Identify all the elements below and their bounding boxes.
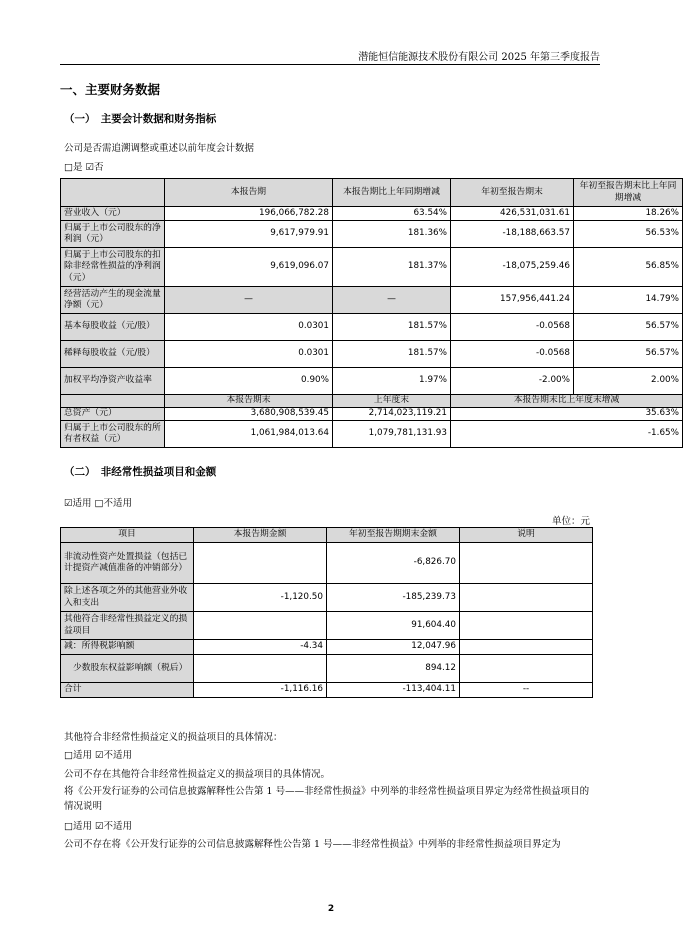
report-header-title: 潜能恒信能源技术股份有限公司 2025 年第三季度报告 (358, 52, 600, 63)
table-cell: -- (460, 683, 593, 698)
table-cell (460, 543, 593, 584)
subsection-title-nonrecurring: （二） 非经常性损益项目和金额 (64, 466, 217, 478)
table-row (61, 683, 593, 698)
table-row (61, 314, 683, 341)
table-cell: — (165, 287, 333, 314)
table-cell: 1,079,781,131.93 (333, 421, 451, 448)
table-cell: 12,047.96 (327, 640, 460, 655)
table-cell: 63.54% (333, 207, 451, 221)
table-cell: -18,075,259.46 (451, 248, 574, 287)
table-header-row (61, 179, 683, 207)
header-divider (60, 64, 600, 65)
row-label: 基本每股收益（元/股） (61, 314, 165, 341)
table-cell (194, 543, 327, 584)
table-cell (194, 612, 327, 640)
table-row (61, 368, 683, 395)
table-header-cell: 本报告期末 (165, 395, 333, 408)
note-reclassification: 将《公开发行证券的公司信息披露解释性公告第 1 号——非经常性损益》中列举的非经常性损益项目界定为经常性损益项目的情况说明 (64, 786, 590, 812)
table-header-row (61, 528, 593, 543)
table-row (61, 584, 593, 612)
note-other-items: 其他符合非经常性损益定义的损益项目的具体情况： (64, 732, 283, 743)
row-label: 除上述各项之外的其他营业外收入和支出 (61, 584, 194, 612)
table-header-cell: 项目 (61, 528, 194, 543)
table-row (61, 543, 593, 584)
table-cell: 2,714,023,119.21 (333, 408, 451, 421)
row-label: 加权平均净资产收益率 (61, 368, 165, 395)
table-header-cell: 说明 (460, 528, 593, 543)
table-cell: 196,066,782.28 (165, 207, 333, 221)
nonrecurring-table (60, 527, 593, 698)
table-cell: -2.00% (451, 368, 574, 395)
table-header-cell (61, 179, 165, 207)
table-cell: 0.0301 (165, 341, 333, 368)
table-cell: 1.97% (333, 368, 451, 395)
table-cell: 56.57% (574, 341, 683, 368)
unit-label: 单位：元 (551, 516, 590, 527)
table-cell: -6,826.70 (327, 543, 460, 584)
table-cell: 56.57% (574, 314, 683, 341)
row-label: 减：所得税影响额 (61, 640, 194, 655)
row-label: 其他符合非经常性损益定义的损益项目 (61, 612, 194, 640)
table-row (61, 640, 593, 655)
table-row (61, 421, 683, 448)
row-label: 总资产（元） (61, 408, 165, 421)
table-cell (194, 655, 327, 683)
note-no-reclassification: 公司不存在将《公开发行证券的公司信息披露解释性公告第 1 号——非经常性损益》中列举的非经常性损益项目界定为 (64, 839, 561, 850)
table-cell: 9,617,979.91 (165, 221, 333, 248)
table-cell (460, 640, 593, 655)
table-cell: -1.65% (451, 421, 683, 448)
table-header-cell: 年初至报告期末 (451, 179, 574, 207)
subsection-title-key-indicators: （一） 主要会计数据和财务指标 (64, 113, 217, 125)
table-row (61, 221, 683, 248)
row-label: 合计 (61, 683, 194, 698)
table-row (61, 248, 683, 287)
table-cell: 35.63% (451, 408, 683, 421)
table-header-cell: 本报告期比上年同期增减 (333, 179, 451, 207)
table-cell: -1,116.16 (194, 683, 327, 698)
table-header-cell: 年初至报告期期末金额 (327, 528, 460, 543)
table-header-cell (61, 395, 165, 408)
table-cell: 1,061,984,013.64 (165, 421, 333, 448)
table-header-cell: 上年度末 (333, 395, 451, 408)
row-label: 归属于上市公司股东的净利润（元） (61, 221, 165, 248)
table-cell: 91,604.40 (327, 612, 460, 640)
table-cell: 181.37% (333, 248, 451, 287)
row-label: 归属于上市公司股东的扣除非经常性损益的净利润（元） (61, 248, 165, 287)
row-label: 稀释每股收益（元/股） (61, 341, 165, 368)
restate-question: 公司是否需追溯调整或重述以前年度会计数据 (64, 143, 255, 154)
table-header-cell: 年初至报告期末比上年同期增减 (574, 179, 683, 207)
row-label: 经营活动产生的现金流量净额（元） (61, 287, 165, 314)
table-cell: 157,956,441.24 (451, 287, 574, 314)
table-cell: 56.85% (574, 248, 683, 287)
table-cell: 181.57% (333, 341, 451, 368)
table-cell: -1,120.50 (194, 584, 327, 612)
row-label: 少数股东权益影响额（税后） (61, 655, 194, 683)
table-cell: -4.34 (194, 640, 327, 655)
section-title-financial-data: 一、主要财务数据 (60, 82, 161, 97)
table-cell (460, 584, 593, 612)
key-financial-table (60, 178, 683, 448)
table-cell: 56.53% (574, 221, 683, 248)
table-header-cell: 本报告期 (165, 179, 333, 207)
table-cell: 14.79% (574, 287, 683, 314)
table-cell: 2.00% (574, 368, 683, 395)
table-row (61, 408, 683, 421)
table-cell: 9,619,096.07 (165, 248, 333, 287)
row-label: 归属于上市公司股东的所有者权益（元） (61, 421, 165, 448)
note-no-other-items: 公司不存在其他符合非经常性损益定义的损益项目的具体情况。 (64, 769, 331, 780)
table-row (61, 341, 683, 368)
row-label: 营业收入（元） (61, 207, 165, 221)
table-row (61, 655, 593, 683)
page-number: 2 (327, 904, 335, 914)
table-cell (460, 612, 593, 640)
table-cell (460, 655, 593, 683)
table-cell: 0.90% (165, 368, 333, 395)
table-cell: 426,531,031.61 (451, 207, 574, 221)
table-cell: -185,239.73 (327, 584, 460, 612)
note-other-items-checkbox: □适用 ☑不适用 (64, 750, 133, 761)
table-header-cell: 本报告期末比上年度末增减 (451, 395, 683, 408)
note-reclassification-checkbox: □适用 ☑不适用 (64, 821, 133, 832)
table-cell: 18.26% (574, 207, 683, 221)
table-cell: — (333, 287, 451, 314)
table-header-cell: 本报告期金额 (194, 528, 327, 543)
table-cell: 894.12 (327, 655, 460, 683)
row-label: 非流动性资产处置损益（包括已计提资产减值准备的冲销部分） (61, 543, 194, 584)
table-cell: 3,680,908,539.45 (165, 408, 333, 421)
table-cell: -0.0568 (451, 341, 574, 368)
applicable-checkbox: ☑适用 □不适用 (64, 498, 133, 509)
table-cell: 181.57% (333, 314, 451, 341)
table-row (61, 287, 683, 314)
table-row (61, 207, 683, 221)
table-cell: -18,188,663.57 (451, 221, 574, 248)
table-header-row (61, 395, 683, 408)
table-row (61, 612, 593, 640)
table-cell: 181.36% (333, 221, 451, 248)
table-cell: -113,404.11 (327, 683, 460, 698)
table-cell: -0.0568 (451, 314, 574, 341)
restate-answer-checkbox: □是 ☑否 (64, 162, 104, 173)
table-cell: 0.0301 (165, 314, 333, 341)
